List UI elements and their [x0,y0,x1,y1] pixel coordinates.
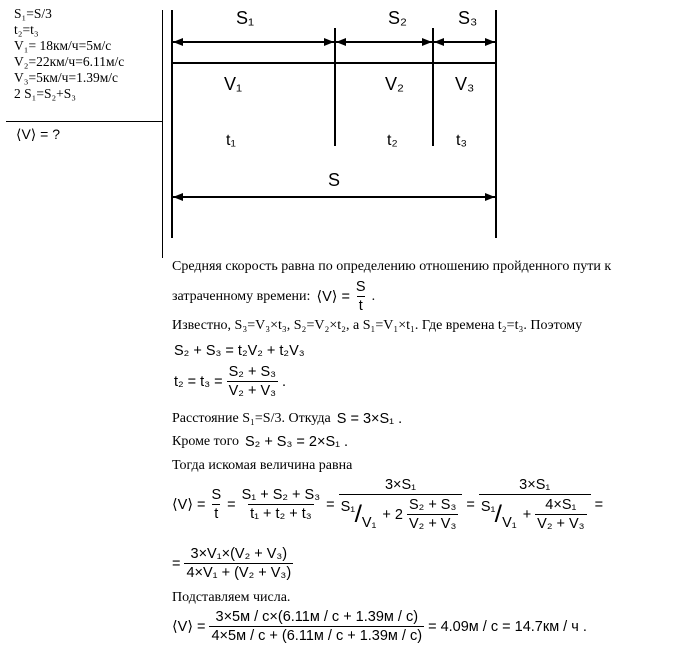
solution-text-2: затраченному времени: [172,289,311,304]
main-formula: ⟨V⟩ = $\frac{S}{t}$ = $\frac{\text{S₁ + S₂ + S₃}}{\text{t₁ + t₂ + t₃}}$ = 3×S₁ S₁ / V₁ + 2 $\frac{\text{S₂ + S₃}}{\text{V₂ + V₃}}$ = 3×S₁ S₁ / V₁ + $\frac{\text{4×S₁}}{\text{V₂ + V₃}}$ = [172,477,604,532]
given-line: 2 S₁=S₂+S₃ [14,86,76,101]
solution-text-1: Средняя скорость равна по определению отношению пройденного пути к [172,259,612,274]
label-t2: t₂ [387,132,398,149]
solution-line-2: затраченному времени: ⟨V⟩ = $\frac{S}{t}$ . [172,279,376,314]
solution-text-7: Подставляем числа. [172,590,291,605]
label-t3: t₃ [456,132,467,149]
label-t1: t₁ [226,132,236,149]
avg-velocity: ⟨V⟩ = [316,289,350,305]
given-line: S₁=S/3 [14,6,52,21]
given-line: V₃=5км/ч=1.39м/с [14,70,118,85]
given-line: V₂=22км/ч=6.11м/с [14,54,125,69]
find-text: ⟨V⟩ = ? [16,126,61,142]
motion-diagram [0,0,685,250]
result-formula: = $\frac{\text{3×V₁×(V₂ + V₃)}}{\text{4×V₁ + (V₂ + V₃)}}$ [172,546,292,581]
equation-2: t₂ = t₃ = $\frac{\text{S₂ + S₃}}{\text{V₂ + V₃}}$ . [174,364,287,399]
solution-text-3: Известно, S₃=V₃×t₃, S₂=V₂×t₂, а S₁=V₁×t₁. Где времена t₂=t₃. Поэтому [172,318,583,333]
label-s2: S₂ [388,8,407,28]
solution-line-4: Расстояние S₁=S/3. Откуда S = 3×S₁ . [172,411,403,427]
equation-1: S₂ + S₃ = t₂V₂ + t₂V₃ [174,343,305,359]
given-line: t₂=t₃ [14,22,39,37]
label-v2: V₂ [385,74,404,94]
label-s1: S₁ [236,8,255,28]
label-v1: V₁ [224,74,243,94]
label-s3: S₃ [458,8,478,28]
solution-line-5: Кроме того S₂ + S₃ = 2×S₁ . [172,434,349,450]
final-formula: ⟨V⟩ = $\frac{3\times 5м / с\times(6.11м / с + 1.39м / с)}{4\times 5м / с + (6.11м / с + 1.39м / с)}$ = 4.09м / с = 14.7км / ч . [172,609,587,644]
label-total-s: S [328,170,341,190]
label-v3: V₃ [455,74,475,94]
solution-text-6: Тогда искомая величина равна [172,458,353,473]
given-line: V₁= 18км/ч=5м/с [14,38,112,53]
fraction-s-over-t: $\frac{S}{t}$ [355,279,366,314]
